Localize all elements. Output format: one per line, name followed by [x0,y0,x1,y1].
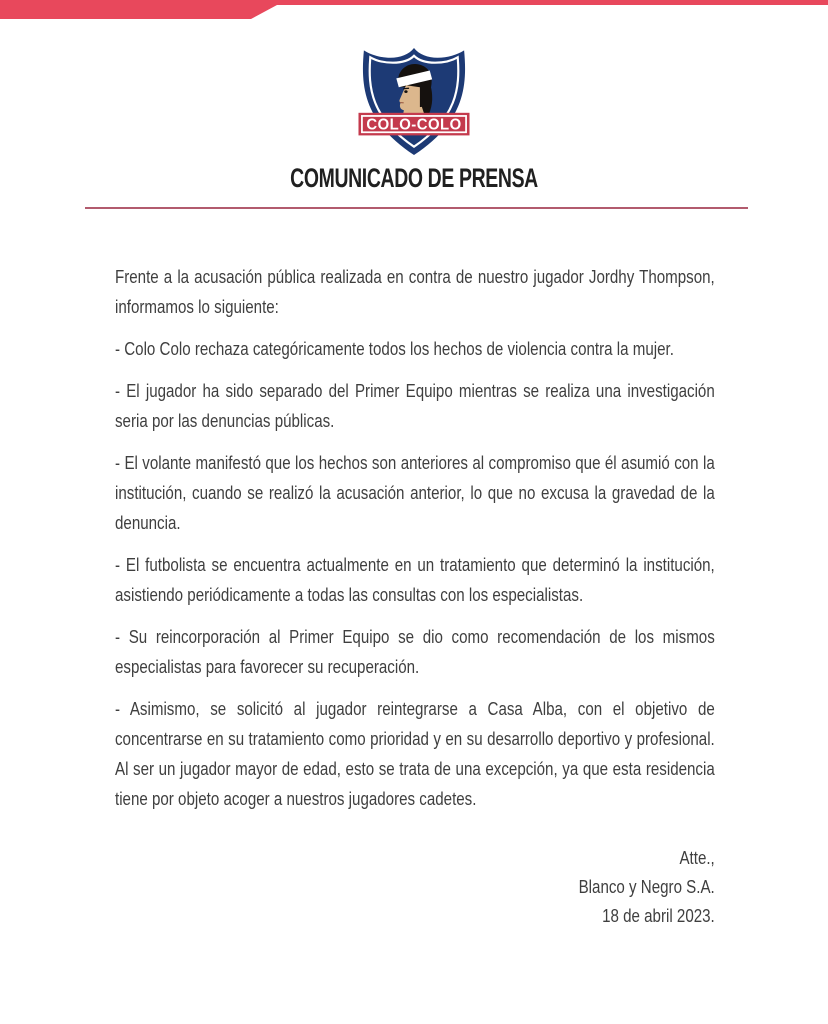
press-paragraph-3: - El volante manifestó que los hechos son anteriores al compromiso que él asumió con la institución, cuando se realizó la acusación anterior, lo que no excusa la gravedad de la denuncia. [115,453,715,533]
press-paragraph-5: - Su reincorporación al Primer Equipo se dio como recomendación de los mismos especialistas para favorecer su recuperación. [115,627,715,677]
press-paragraph-intro: Frente a la acusación pública realizada en contra de nuestro jugador Jordhy Thompson, informamos lo siguiente: [115,267,715,317]
crest-ribbon [358,113,469,136]
page-title: COMUNICADO DE PRENSA [290,163,538,193]
press-paragraph-1: - Colo Colo rechaza categóricamente todos los hechos de violencia contra la mujer. [115,339,674,359]
signature-date: 18 de abril 2023. [602,906,715,926]
press-paragraph-6: - Asimismo, se solicitó al jugador reintegrarse a Casa Alba, con el objetivo de concentrarse en su tratamiento como prioridad y en su desarrollo deportivo y profesional. Al ser un jugador mayor de edad, esto se trata de una excepción, ya que esta residencia tiene por objeto acoger a nuestros jugadores cadetes. [115,699,715,809]
press-release-body [115,262,715,931]
signature-entity: Blanco y Negro S.A. [578,877,715,897]
title-divider [85,207,748,209]
crest-ribbon-label: COLO-COLO [366,116,462,134]
signature-closing: Atte., [679,848,715,868]
colo-colo-crest-logo [355,46,473,158]
press-paragraph-2: - El jugador ha sido separado del Primer Equipo mientras se realiza una investigación seria por las denuncias públicas. [115,381,715,431]
top-banner-stripe [0,0,828,19]
title-row [0,163,828,194]
signature-block [115,844,715,931]
press-paragraph-4: - El futbolista se encuentra actualmente en un tratamiento que determinó la institución, asistiendo periódicamente a todas las consultas con los especialistas. [115,555,715,605]
